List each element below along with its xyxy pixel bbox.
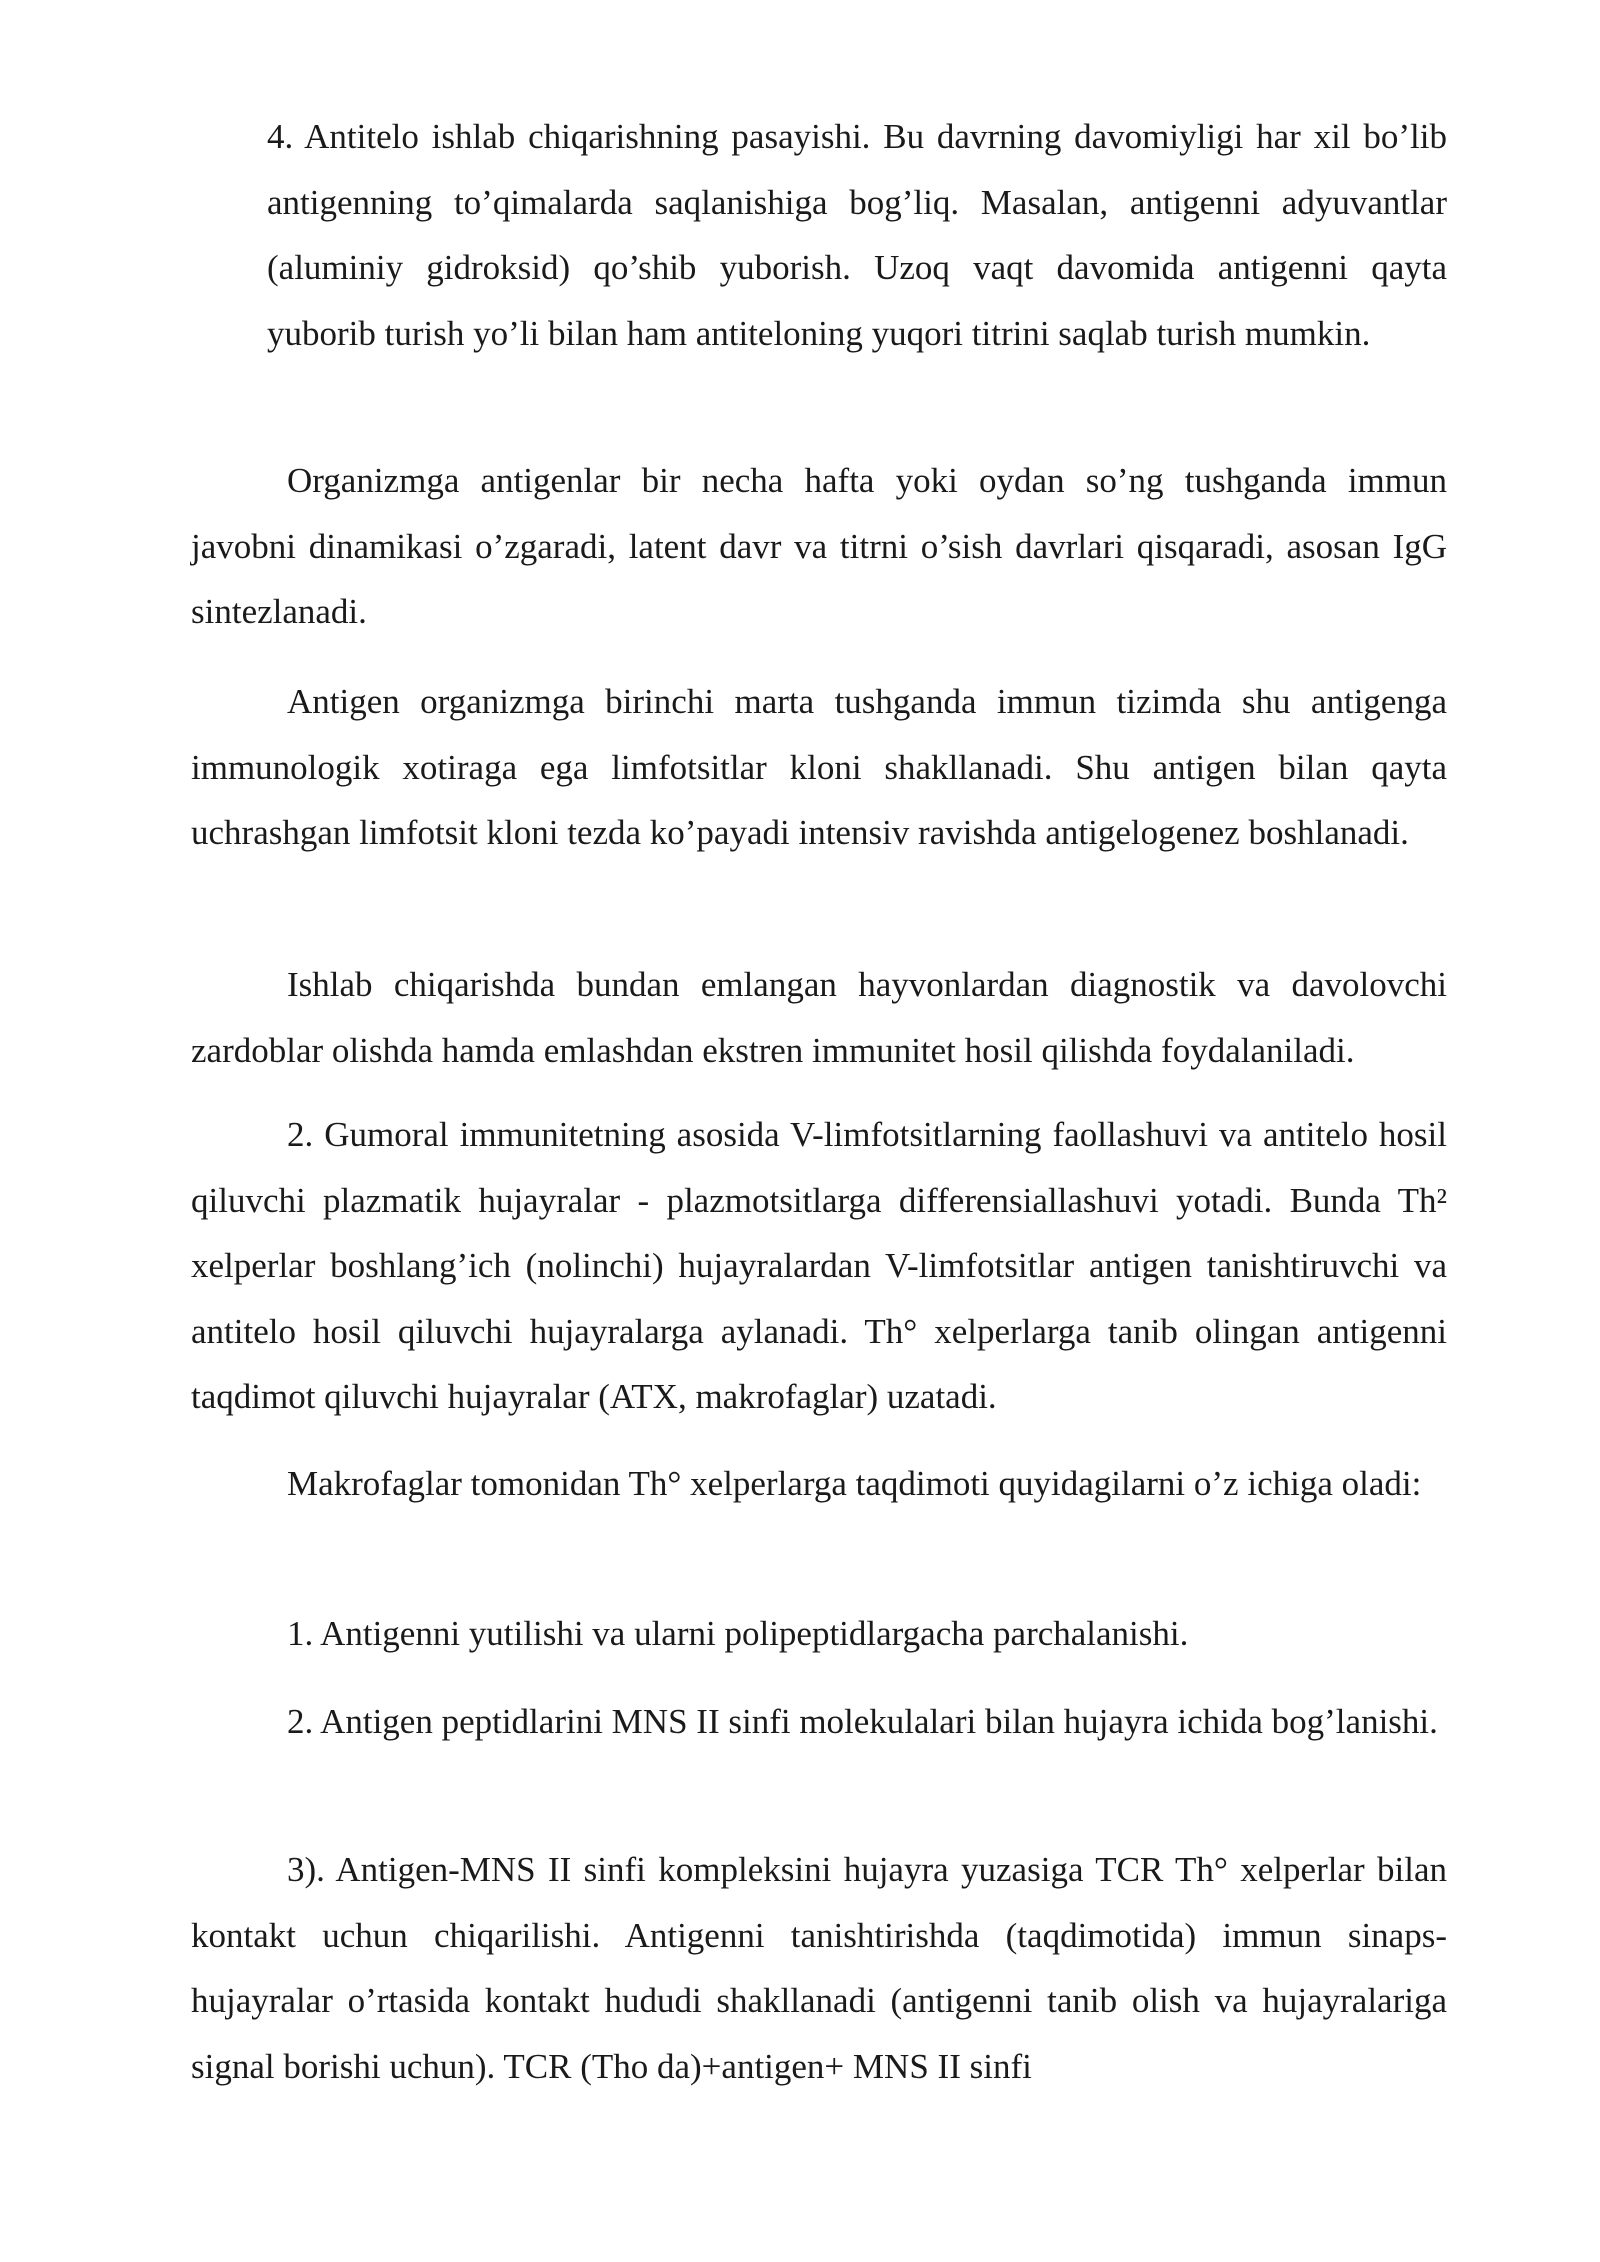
body-paragraph: Organizmga antigenlar bir necha hafta yoki oydan so’ng tushganda immun javobni dinamikasi o’zgaradi, latent davr va titrni o’sish davrlari qisqaradi, asosan IgG sintezlanadi. [191, 461, 1447, 631]
body-paragraph: 2. Gumoral immunitetning asosida V-limfotsitlarning faollashuvi va antitelo hosil qiluvchi plazmatik hujayralar - plazmotsitlarga differensiallashuvi yotadi. Bunda Th² xelperlar boshlang’ich (nolinchi) hujayralardan V-limfotsitlar antigen tanishtiruvchi va antitelo hosil qiluvchi hujayralarga aylanadi. Th° xelperlarga tanib olingan antigenni taqdimot qiluvchi hujayralar (ATX, makrofaglar) uzatadi. [191, 1115, 1447, 1416]
body-paragraph: Ishlab chiqarishda bundan emlangan hayvonlardan diagnostik va davolovchi zardoblar olishda hamda emlashdan ekstren immunitet hosil qilishda foydalaniladi. [191, 965, 1447, 1070]
list-item: 1. Antigenni yutilishi va ularni polipeptidlargacha parchalanishi. [287, 1614, 1189, 1653]
list-item: 2. Antigen peptidlarini MNS II sinfi molekulalari bilan hujayra ichida bog’lanishi. [287, 1702, 1438, 1741]
body-paragraph: Makrofaglar tomonidan Th° xelperlarga taqdimoti quyidagilarni o’z ichiga oladi: [287, 1464, 1422, 1503]
body-paragraph: Antigen organizmga birinchi marta tushganda immun tizimda shu antigenga immunologik xotiraga ega limfotsitlar kloni shakllanadi. Shu antigen bilan qayta uchrashgan limfotsit kloni tezda ko’payadi intensiv ravishda antigelogenez boshlanadi. [191, 682, 1447, 852]
numbered-paragraph-4: 4. Antitelo ishlab chiqarishning pasayishi. Bu davrning davomiyligi har xil bo’lib antigenning to’qimalarda saqlanishiga bog’liq. Masalan, antigenni adyuvantlar (aluminiy gidroksid) qo’shib yuborish. Uzoq vaqt davomida antigenni qayta yuborib turish yo’li bilan ham antiteloning yuqori titrini saqlab turish mumkin. [267, 117, 1447, 353]
list-item: 3). Antigen-MNS II sinfi kompleksini hujayra yuzasiga TCR Th° xelperlar bilan kontakt uchun chiqarilishi. Antigenni tanishtirishda (taqdimotida) immun sinaps-hujayralar o’rtasida kontakt hududi shakllanadi (antigenni tanib olish va hujayralariga signal borishi uchun). TCR (Tho da)+antigen+ MNS II sinfi [191, 1850, 1447, 2086]
